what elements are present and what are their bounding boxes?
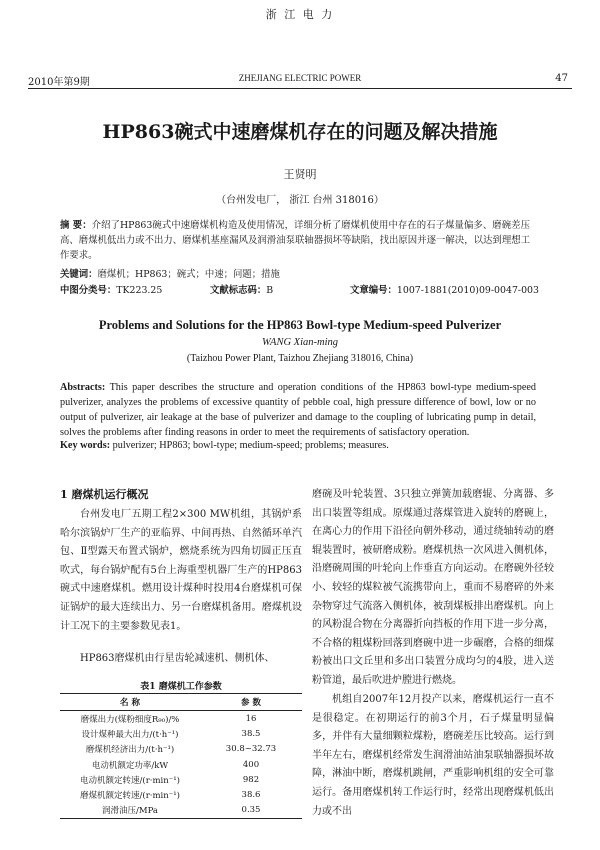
table-row	[60, 711, 302, 727]
table-row	[60, 726, 302, 741]
affiliation-cn: （台州发电厂， 浙江 台州 318016）	[216, 195, 384, 206]
paper-title-en: Problems and Solutions for the HP863 Bowl-type Medium-speed Pulverizer	[98, 318, 502, 332]
issue-label: 2010年第9期	[28, 77, 90, 88]
affiliation-en: (Taizhou Power Plant, Taizhou Zhejiang 318016, China)	[186, 353, 414, 364]
journal-name-cn: 浙 江 电 力	[265, 8, 335, 21]
table-cell-name: 电动机额定功率/kW	[91, 760, 169, 771]
table-cell-value: 16	[245, 713, 257, 724]
abstract-en-label: Abstracts:	[60, 382, 106, 393]
clc-number: 中图分类号：TK223.25	[60, 285, 163, 296]
abstract-cn-label: 摘 要：	[60, 220, 92, 231]
abstract-cn	[60, 218, 530, 263]
section1-right-paragraph-2: 机组自2007年12月投产以来，磨煤机运行一直不是很稳定。在初期运行的前3个月，石子煤量明显偏多，并伴有大量细颗粒煤粉，磨碗差压比较高。运行到半年左右，磨煤机经常发生润滑油站油泵联轴器损坏故障，淋油中断，磨煤机跳闸，严重影响机组的安全可靠运行。备用磨煤机转工作运行时，经常出现磨煤机低出力或不出	[312, 694, 554, 817]
table-cell-value: 30.8~32.73	[225, 744, 277, 755]
keywords-en	[60, 440, 540, 451]
section1-paragraph-1: 台州发电厂五期工程2×300 MW机组，其锅炉系哈尔滨锅炉厂生产的亚临界、中间再热、自然循环单汽包、Ⅱ型露天布置式锅炉，燃烧系统为四角切圆正压直吹式，每台锅炉配有5台上海重型机器厂生产的HP863碗式中速磨煤机。燃用设计煤种时投用4台磨煤机可保证锅炉的最大连续出力、另一台磨煤机备用。磨煤机设计工况下的主要参数见表1。	[60, 509, 302, 632]
author-en: WANG Xian-ming	[262, 337, 338, 348]
table-header-row	[60, 694, 302, 711]
keywords-cn-label: 关键词：	[60, 269, 98, 280]
section1-paragraph-2: HP863磨煤机由行星齿轮减速机、侧机体、	[80, 653, 275, 664]
table-caption: 表1 磨煤机工作参数	[140, 682, 222, 692]
table-row	[60, 803, 302, 819]
page-number: 47	[555, 73, 568, 84]
table-cell-name: 设计煤种最大出力/(t·h⁻¹)	[81, 729, 179, 740]
keywords-en-label: Key words:	[60, 440, 111, 451]
keywords-cn	[60, 266, 540, 280]
table-cell-value: 982	[242, 774, 260, 785]
table-cell-value: 38.6	[241, 790, 261, 801]
keywords-cn-text: 磨煤机；HP863；碗式；中速；问题；措施	[97, 269, 280, 280]
table-cell-name: 润滑油压/MPa	[60, 803, 200, 819]
table-cell-value: 0.35	[200, 803, 302, 819]
table-cell-value: 38.5	[241, 728, 261, 739]
table-row	[60, 757, 302, 772]
table-header-name: 名 称	[60, 694, 200, 711]
parameters-table	[60, 693, 302, 819]
table-cell-name: 磨煤出力(煤粉细度R₉₀)/%	[80, 714, 180, 725]
table-cell-name: 电动机额定转速/(r·min⁻¹)	[80, 775, 180, 786]
abstract-cn-text: 介绍了HP863碗式中速磨煤机构造及使用情况，详细分析了磨煤机使用中存在的石子煤量偏多、磨碗差压高、磨煤机低出力或不出力、磨煤机基座漏风及润滑油泵联轴器损坏等缺陷，找出原因并逐一解决，以达到理想工作要求。	[60, 220, 530, 261]
paper-title-cn: HP863碗式中速磨煤机存在的问题及解决措施	[102, 121, 498, 143]
section-heading: 1 磨煤机运行概况	[60, 488, 149, 501]
header-rule	[28, 88, 572, 89]
table-row	[60, 787, 302, 802]
keywords-en-text: pulverizer; HP863; bowl-type; medium-speed; problems; measures.	[112, 440, 389, 451]
article-number: 文章编号：1007-1881(2010)09-0047-003	[350, 285, 539, 296]
journal-name-en: ZHEJIANG ELECTRIC POWER	[238, 73, 362, 83]
abstract-en	[60, 380, 536, 440]
section1-right-paragraph-1: 磨碗及叶轮装置、3只独立弹簧加载磨辊、分离器、多出口装置等组成。原煤通过落煤管进入旋转的磨碗上，在离心力的作用下沿径向朝外移动，通过绕轴转动的磨辊装置时，被研磨成粉。磨煤机热一次风进入侧机体，沿磨碗周围的叶轮向上作垂直方向运动。在磨碗外径较小、较轻的煤粒被气流携带向上，重而不易磨碎的外来杂物穿过气流落入侧机体，被刮煤板排出磨煤机。向上的风粉混合物在分离器折向挡板的作用下进一步分离，不合格的粗煤粉回落到磨碗中进一步碾磨，合格的细煤粉被出口文丘里和多出口装置分成均匀的4股，进入送粉管道，最后吹进炉膛进行燃烧。	[312, 489, 554, 686]
table-cell-name: 磨煤机额定转速/(r·min⁻¹)	[80, 791, 180, 802]
table-row	[60, 772, 302, 787]
table-cell-value: 400	[242, 759, 260, 770]
document-code: 文献标志码：B	[210, 285, 274, 296]
table-cell-name: 磨煤机经济出力/(t·h⁻¹)	[85, 745, 175, 756]
table-row	[60, 742, 302, 757]
table-header-value: 参 数	[200, 694, 302, 711]
abstract-en-text: This paper describes the structure and operation conditions of the HP863 bowl-type medium-speed pulverizer, analyzes the problems of excessive quantity of pebble coal, high pressure difference of bowl, low or no output of pulverizer, air leakage at the base of pulverizer and damage to the coupling of lubricating pump in detail, solves the problems after finding reasons in order to meet the requirements of satisfactory operation.	[60, 382, 536, 438]
author-cn: 王贤明	[283, 168, 317, 181]
